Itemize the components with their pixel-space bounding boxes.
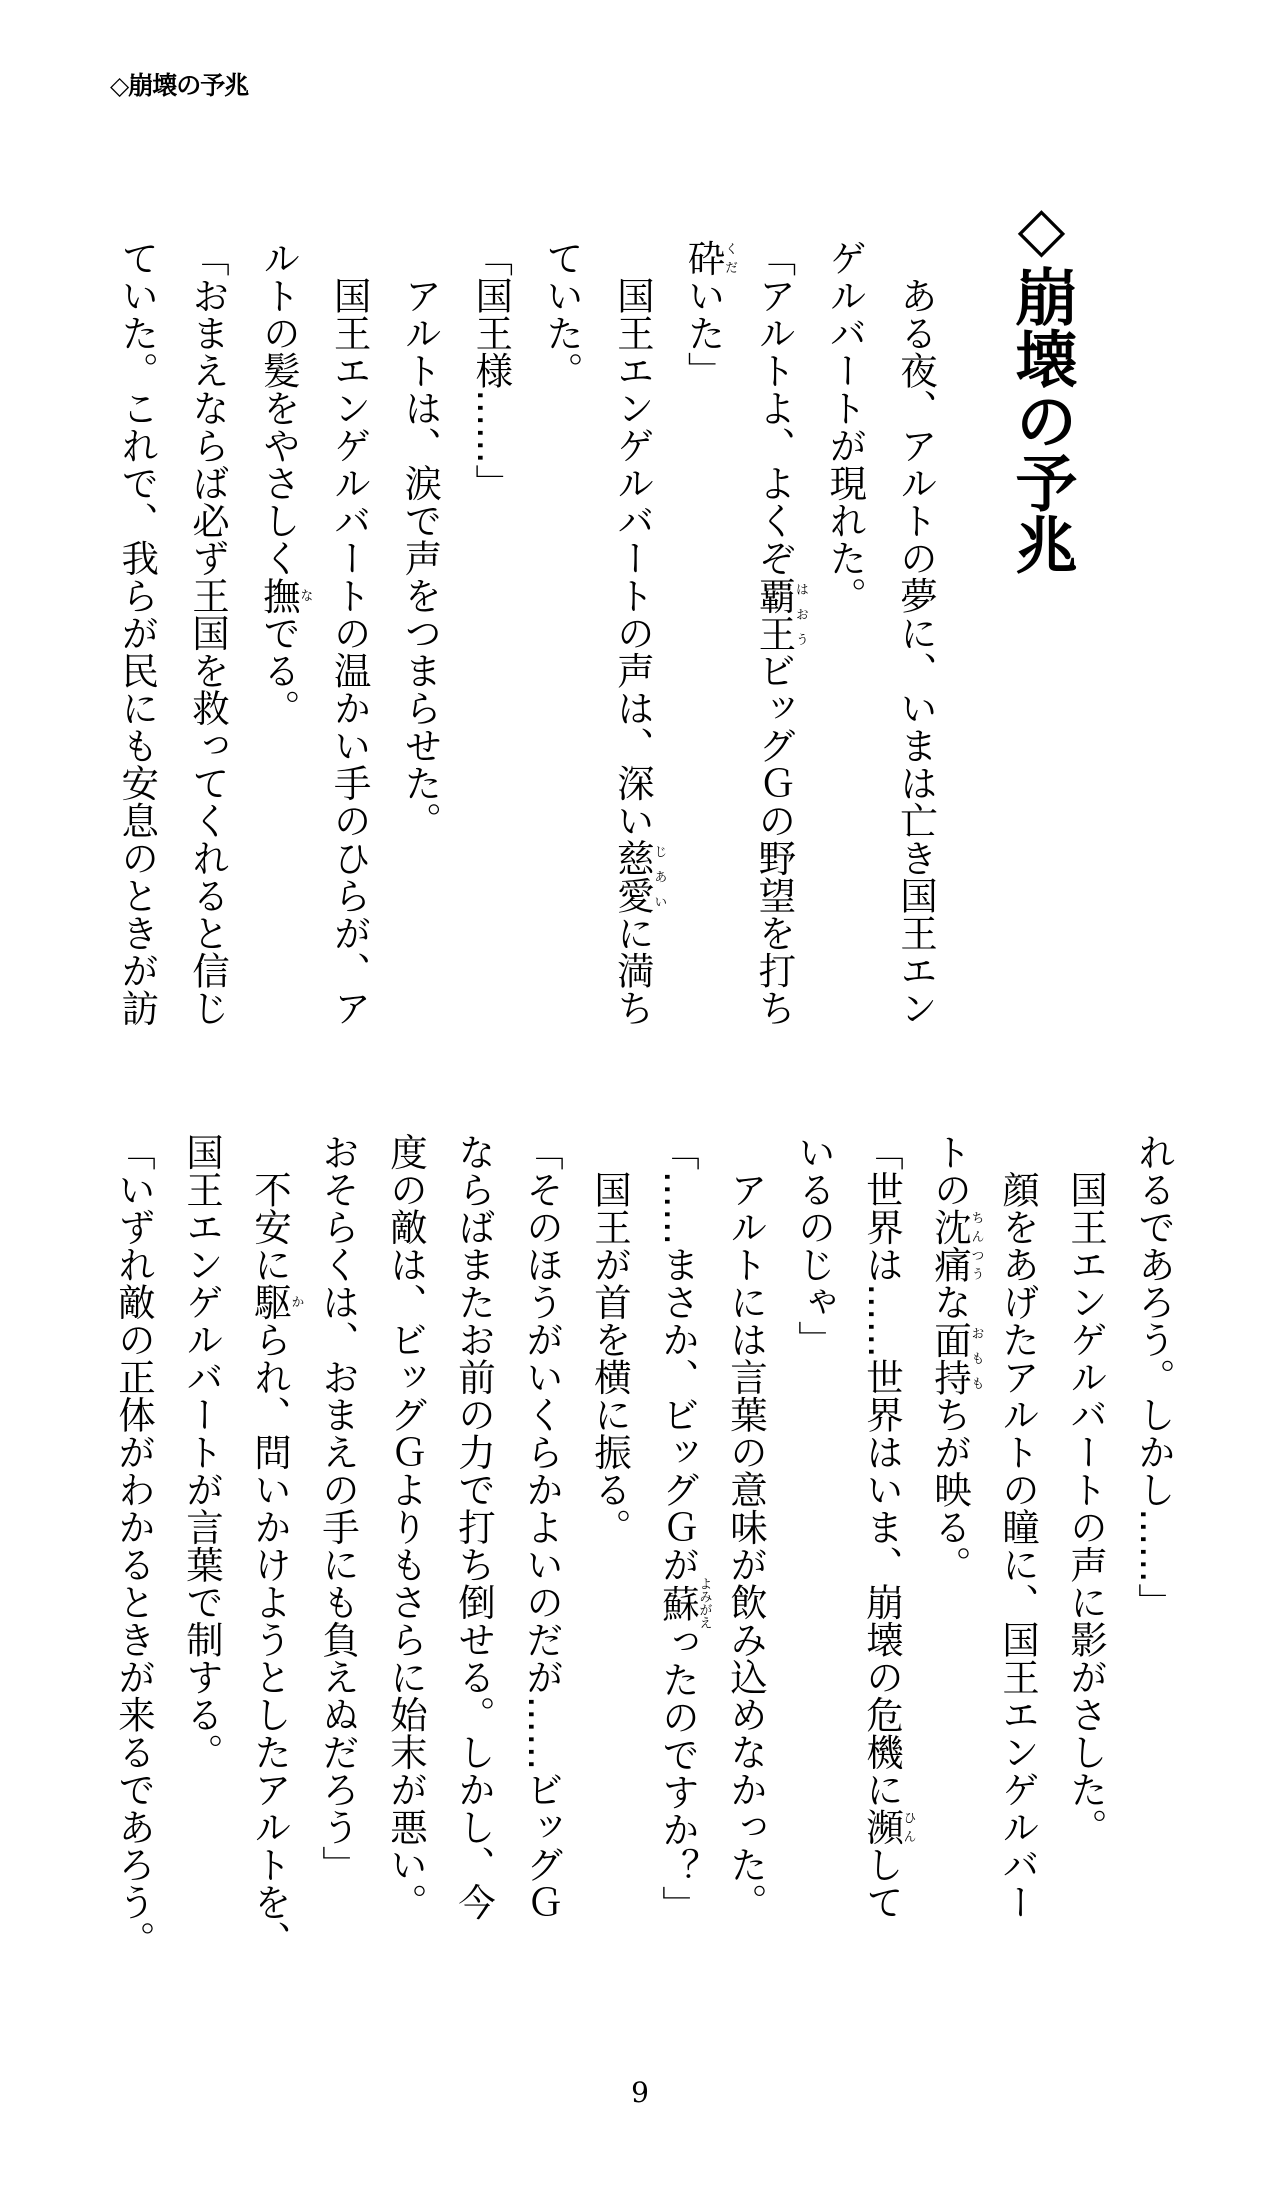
text-run: な: [928, 1283, 972, 1321]
text-column: [101, 239, 172, 1039]
ruby-word: [656, 1577, 712, 1629]
running-head: ◇崩壊の予兆: [110, 71, 249, 100]
body-text-upper: [101, 239, 951, 1039]
ruby-word: [752, 576, 808, 652]
ruby-base: 蘇: [656, 1577, 700, 1629]
text-run: アルトは、涙で声をつまらせた。: [398, 239, 443, 839]
text-column: [168, 1133, 236, 1933]
text-run: 国王エンゲルバートの声に影がさした。: [1064, 1133, 1108, 1846]
text-run: れるであろう。しかし……」: [1132, 1133, 1176, 1621]
text-column: [644, 1133, 712, 1933]
ruby-reading: よみがえ: [696, 1577, 712, 1629]
text-column: [304, 1133, 372, 1933]
ruby-word: [681, 239, 738, 277]
ruby-base: 撫: [256, 576, 301, 614]
text-column: [236, 1133, 304, 1958]
text-column: [916, 1133, 984, 1933]
text-run: 不安に: [248, 1133, 292, 1283]
text-run: 「国王様……」: [469, 239, 514, 502]
text-column: [100, 1133, 168, 1958]
ruby-reading: ひん: [900, 1808, 916, 1846]
text-run: 度の敵は、ビッグＧよりもさらに始末が悪い。: [384, 1133, 428, 1921]
ruby-base: 覇王: [752, 576, 797, 652]
text-run: 顔をあげたアルトの瞳に、国王エンゲルバー: [996, 1133, 1040, 1921]
ruby-base: 沈痛: [928, 1208, 972, 1283]
text-column: [809, 239, 880, 1039]
page-number: 9: [631, 2076, 649, 2109]
ruby-word: [860, 1808, 916, 1846]
text-run: ていた。: [540, 239, 585, 389]
text-run: 「世界は……世界はいま、崩壊の危機に: [860, 1133, 904, 1808]
text-column: [455, 239, 526, 1039]
text-column: [576, 1133, 644, 1933]
text-run: いた」: [681, 276, 726, 389]
ruby-reading: くだ: [722, 239, 738, 277]
body-text-lower: [100, 1133, 1188, 1958]
ruby-word: [610, 839, 667, 914]
text-run: トの: [928, 1133, 972, 1208]
text-run: 「おまえならば必ず王国を救ってくれると信じ: [186, 239, 231, 1027]
chapter-title: ◇崩壊の予兆: [1005, 192, 1078, 575]
text-run: おそらくは、おまえの手にも負えぬだろう」: [316, 1133, 360, 1883]
text-run: ゲルバートが現れた。: [823, 239, 868, 614]
text-run: 「いずれ敵の正体がわかるときが来るであろう。: [112, 1133, 156, 1958]
text-run: ビッグＧの野望を打ち: [752, 651, 797, 1027]
ruby-base: 駆: [248, 1283, 292, 1321]
ruby-base: 慈愛: [610, 839, 655, 914]
text-run: 国王エンゲルバートの声は、深い: [610, 239, 655, 839]
text-run: ていた。これで、我らが民にも安息のときが訪: [115, 239, 160, 1027]
text-run: アルトには言葉の意味が飲み込めなかった。: [724, 1133, 768, 1921]
text-column: [440, 1133, 508, 1933]
text-column: [172, 239, 243, 1039]
ruby-base: 面持: [928, 1320, 972, 1396]
text-run: 国王エンゲルバートが言葉で制する。: [180, 1133, 224, 1771]
text-run: られ、問いかけようとしたアルトを、: [248, 1320, 292, 1958]
ruby-reading: ちんつう: [968, 1208, 984, 1283]
text-run: 国王エンゲルバートの温かい手のひらが、ア: [327, 239, 372, 1027]
ruby-reading: か: [288, 1283, 304, 1321]
text-run: して: [860, 1845, 904, 1921]
ruby-word: [928, 1320, 984, 1396]
ruby-base: 瀕: [860, 1808, 904, 1846]
text-column: [712, 1133, 780, 1933]
text-run: ったのですか？」: [656, 1623, 700, 1923]
text-column: [508, 1133, 576, 1933]
text-column: [880, 239, 951, 1039]
text-column: [1120, 1133, 1188, 1933]
text-run: ルトの髪をやさしく: [256, 239, 301, 577]
text-run: ちが映る。: [928, 1395, 972, 1583]
text-run: に満ち: [610, 914, 655, 1027]
text-run: ある夜、アルトの夢に、いまは亡き国王エン: [894, 239, 938, 1027]
ruby-word: [928, 1208, 984, 1283]
text-run: いるのじゃ」: [792, 1133, 836, 1358]
text-column: [668, 239, 739, 1039]
text-column: [597, 239, 668, 1039]
text-run: ならばまたお前の力で打ち倒せる。しかし、今: [452, 1133, 496, 1921]
ruby-reading: はおう: [792, 576, 808, 652]
text-run: 「そのほうがいくらかよいのだが……ビッグＧ: [520, 1133, 564, 1921]
ruby-word: [248, 1283, 304, 1321]
text-run: 国王が首を横に振る。: [588, 1133, 632, 1546]
text-column: [739, 239, 810, 1039]
text-column: [526, 239, 597, 1039]
text-column: [385, 239, 456, 1039]
text-column: [984, 1133, 1052, 1933]
text-run: でる。: [256, 614, 301, 727]
text-run: 「……まさか、ビッグＧが: [656, 1133, 700, 1583]
ruby-base: 砕: [681, 239, 726, 277]
text-column: [314, 239, 385, 1039]
text-column: [1052, 1133, 1120, 1933]
ruby-reading: おもも: [968, 1320, 984, 1396]
ruby-word: [256, 576, 313, 615]
text-run: 「アルトよ、よくぞ: [752, 239, 797, 577]
text-column: [780, 1133, 848, 1933]
text-column: [243, 239, 314, 1039]
ruby-reading: な: [297, 576, 313, 614]
ruby-reading: じあい: [651, 839, 667, 914]
text-column: [848, 1133, 916, 1933]
text-column: [372, 1133, 440, 1933]
